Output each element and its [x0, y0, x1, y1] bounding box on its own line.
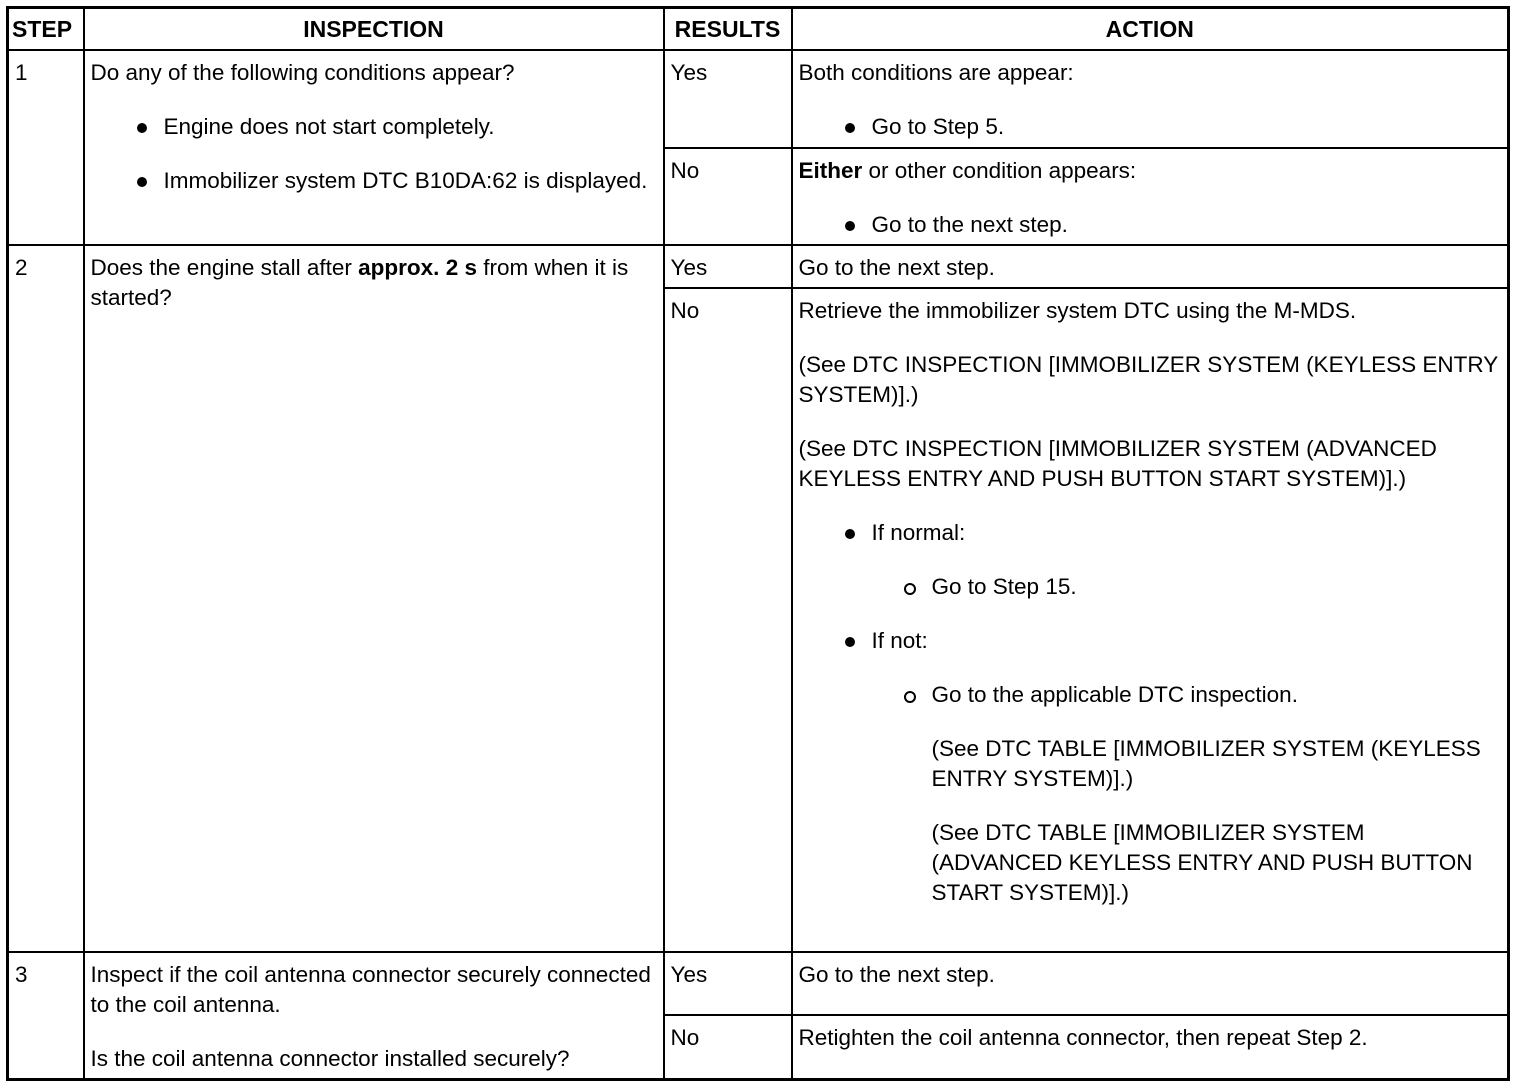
step1-yes-result: Yes — [664, 50, 792, 148]
step2-no-para3: (See DTC INSPECTION [IMMOBILIZER SYSTEM (ADVANCED KEYLESS ENTRY AND PUSH BUTTON START SYSTEM)].) — [798, 435, 1437, 491]
step1-inspection — [84, 50, 664, 245]
step3-yes-row — [8, 952, 1509, 1015]
header-inspection: INSPECTION — [84, 8, 664, 50]
step2-if-normal: If normal: — [871, 519, 966, 545]
step2-if-normal-item — [843, 518, 1502, 602]
step3-inspection — [84, 952, 664, 1080]
step3-question: Is the coil antenna connector installed securely? — [90, 1045, 570, 1071]
step3-number: 3 — [8, 952, 84, 1080]
step1-no-action — [792, 148, 1509, 245]
step2-normal-action: Go to Step 15. — [902, 572, 1502, 602]
step2-yes-result: Yes — [664, 245, 792, 288]
step2-yes-action: Go to the next step. — [792, 245, 1509, 288]
header-step: STEP — [8, 8, 84, 50]
step2-not-action-item — [902, 680, 1502, 908]
header-results: RESULTS — [664, 8, 792, 50]
step2-yes-row — [8, 245, 1509, 288]
step3-no-result: No — [664, 1015, 792, 1080]
step2-no-para2: (See DTC INSPECTION [IMMOBILIZER SYSTEM (KEYLESS ENTRY SYSTEM)].) — [798, 351, 1498, 407]
step3-yes-action: Go to the next step. — [792, 952, 1509, 1015]
step2-no-para1: Retrieve the immobilizer system DTC using the M-MDS. — [798, 297, 1357, 323]
step2-number: 2 — [8, 245, 84, 952]
step2-question-bold: approx. 2 s — [358, 254, 477, 280]
step1-yes-action — [792, 50, 1509, 148]
step1-no-intro-rest: or other condition appears: — [862, 157, 1137, 183]
step2-inspection — [84, 245, 664, 952]
step1-no-intro-bold: Either — [798, 157, 863, 183]
step1-condition-1: Engine does not start completely. — [135, 112, 657, 142]
step1-no-result: No — [664, 148, 792, 245]
step2-if-not: If not: — [871, 627, 928, 653]
step1-condition-2: Immobilizer system DTC B10DA:62 is displayed. — [135, 166, 657, 196]
step1-no-intro — [799, 156, 1502, 186]
step3-no-action: Retighten the coil antenna connector, then repeat Step 2. — [792, 1015, 1509, 1080]
step1-question: Do any of the following conditions appear? — [90, 59, 515, 85]
step1-conditions — [135, 112, 657, 196]
step2-question-b: from when it is started? — [90, 254, 629, 310]
step2-not-action: Go to the applicable DTC inspection. — [931, 681, 1298, 707]
step2-question-a: Does the engine stall after — [90, 254, 359, 280]
step2-no-result: No — [664, 288, 792, 952]
step2-if-not-item — [843, 626, 1502, 908]
step1-yes-row — [8, 50, 1509, 148]
step2-ref2: (See DTC TABLE [IMMOBILIZER SYSTEM (ADVANCED KEYLESS ENTRY AND PUSH BUTTON START SYSTEM)].) — [931, 819, 1473, 905]
diagnostic-table — [6, 6, 1510, 1081]
step3-inspect: Inspect if the coil antenna connector securely connected to the coil antenna. — [90, 961, 651, 1017]
step3-yes-result: Yes — [664, 952, 792, 1015]
step1-number: 1 — [8, 50, 84, 245]
step2-ref1: (See DTC TABLE [IMMOBILIZER SYSTEM (KEYLESS ENTRY SYSTEM)].) — [931, 735, 1481, 791]
header-row — [8, 8, 1509, 50]
step1-no-bullet: Go to the next step. — [843, 210, 1502, 240]
step2-no-action — [792, 288, 1509, 952]
step1-yes-bullet: Go to Step 5. — [843, 112, 1502, 142]
step1-yes-intro: Both conditions are appear: — [798, 59, 1074, 85]
header-action: ACTION — [792, 8, 1509, 50]
